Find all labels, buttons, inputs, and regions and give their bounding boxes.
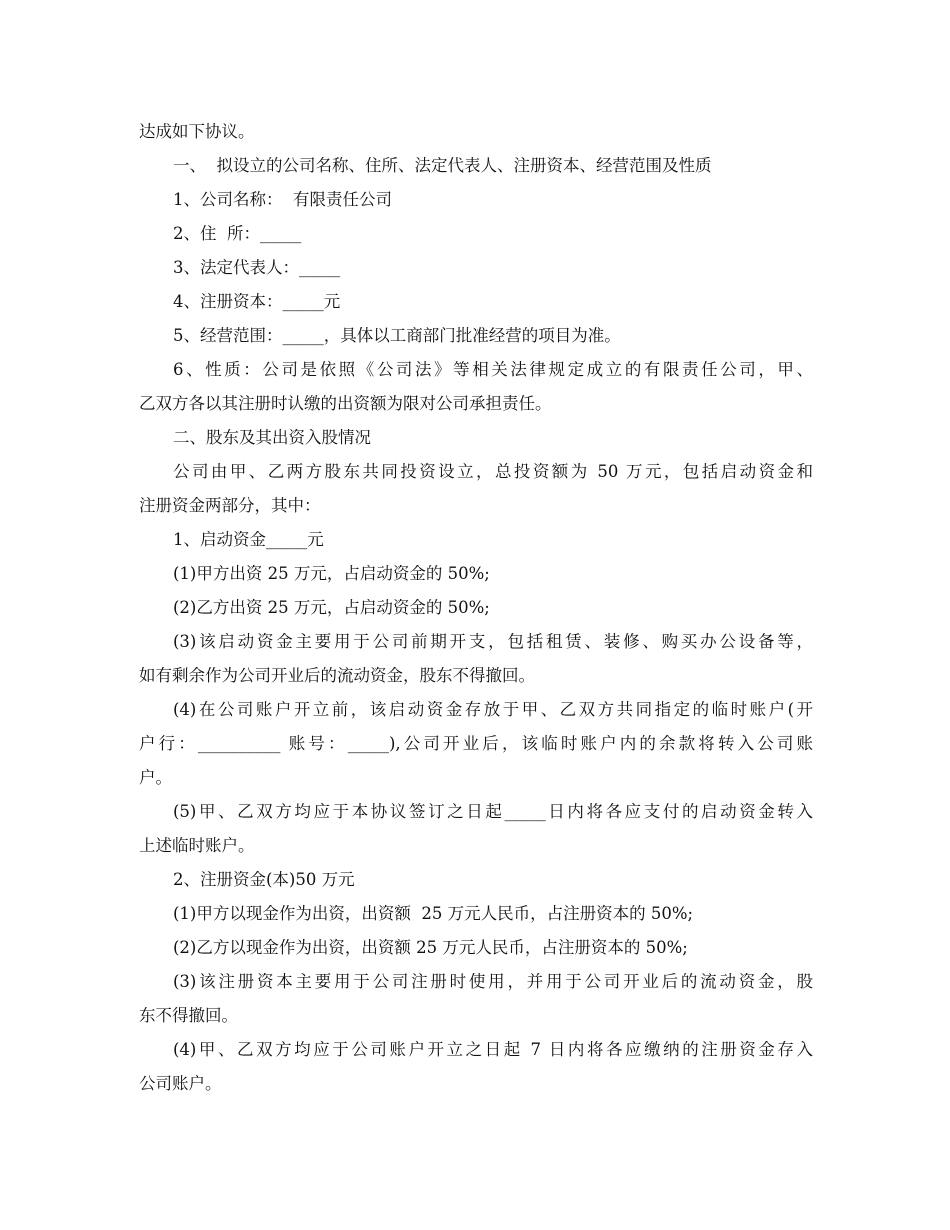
text-line: (1)甲方以现金作为出资，出资额 25 万元人民币，占注册资本的 50%; bbox=[173, 904, 694, 923]
text-line: (1)甲方出资 25 万元，占启动资金的 50%; bbox=[173, 564, 490, 583]
text-line: (2)乙方出资 25 万元，占启动资金的 50%; bbox=[173, 598, 490, 617]
text-line: 6、性质：公司是依照《公司法》等相关法律规定成立的有限责任公司，甲、 bbox=[173, 360, 813, 379]
text-line: (4)甲、乙双方均应于公司账户开立之日起 7 日内将各应缴纳的注册资金存入 bbox=[173, 1040, 813, 1059]
text-line: 东不得撤回。 bbox=[139, 1006, 238, 1025]
text-line: 2、注册资金(本)50 万元 bbox=[173, 870, 355, 889]
text-line: 3、法定代表人：_____ bbox=[173, 258, 341, 277]
section-heading: 二、股东及其出资入股情况 bbox=[173, 428, 371, 447]
text-line: 户行：__________ 账号：_____),公司开业后，该临时账户内的余款将转入公司账 bbox=[139, 734, 813, 753]
text-line: 1、公司名称： 有限责任公司 bbox=[173, 190, 392, 209]
text-line: 如有剩余作为公司开业后的流动资金，股东不得撤回。 bbox=[139, 666, 535, 685]
text-line: (5)甲、乙双方均应于本协议签订之日起_____日内将各应支付的启动资金转入 bbox=[173, 802, 813, 821]
section-heading: 一、 拟设立的公司名称、住所、法定代表人、注册资本、经营范围及性质 bbox=[173, 156, 712, 175]
text-line: 1、启动资金_____元 bbox=[173, 530, 324, 549]
text-line: (2)乙方以现金作为出资，出资额 25 万元人民币，占注册资本的 50%; bbox=[173, 938, 688, 957]
text-line: 4、注册资本：_____元 bbox=[173, 292, 341, 311]
text-line: 2、住 所：_____ bbox=[173, 224, 302, 243]
text-line: (4)在公司账户开立前，该启动资金存放于甲、乙双方共同指定的临时账户(开 bbox=[173, 700, 813, 719]
text-line: 上述临时账户。 bbox=[139, 836, 255, 855]
text-line: 公司由甲、乙两方股东共同投资设立，总投资额为 50 万元，包括启动资金和 bbox=[173, 462, 813, 481]
text-line: 注册资金两部分，其中： bbox=[139, 496, 321, 515]
text-line: 公司账户。 bbox=[139, 1074, 222, 1093]
text-line: 户。 bbox=[139, 768, 172, 787]
text-line: 乙双方各以其注册时认缴的出资额为限对公司承担责任。 bbox=[139, 394, 552, 413]
document-body bbox=[139, 115, 813, 1101]
text-line: 5、经营范围：_____，具体以工商部门批准经营的项目为准。 bbox=[173, 326, 621, 345]
text-line: 达成如下协议。 bbox=[139, 122, 255, 141]
text-line: (3)该注册资本主要用于公司注册时使用，并用于公司开业后的流动资金，股 bbox=[173, 972, 813, 991]
text-line: (3)该启动资金主要用于公司前期开支，包括租赁、装修、购买办公设备等， bbox=[173, 632, 813, 651]
